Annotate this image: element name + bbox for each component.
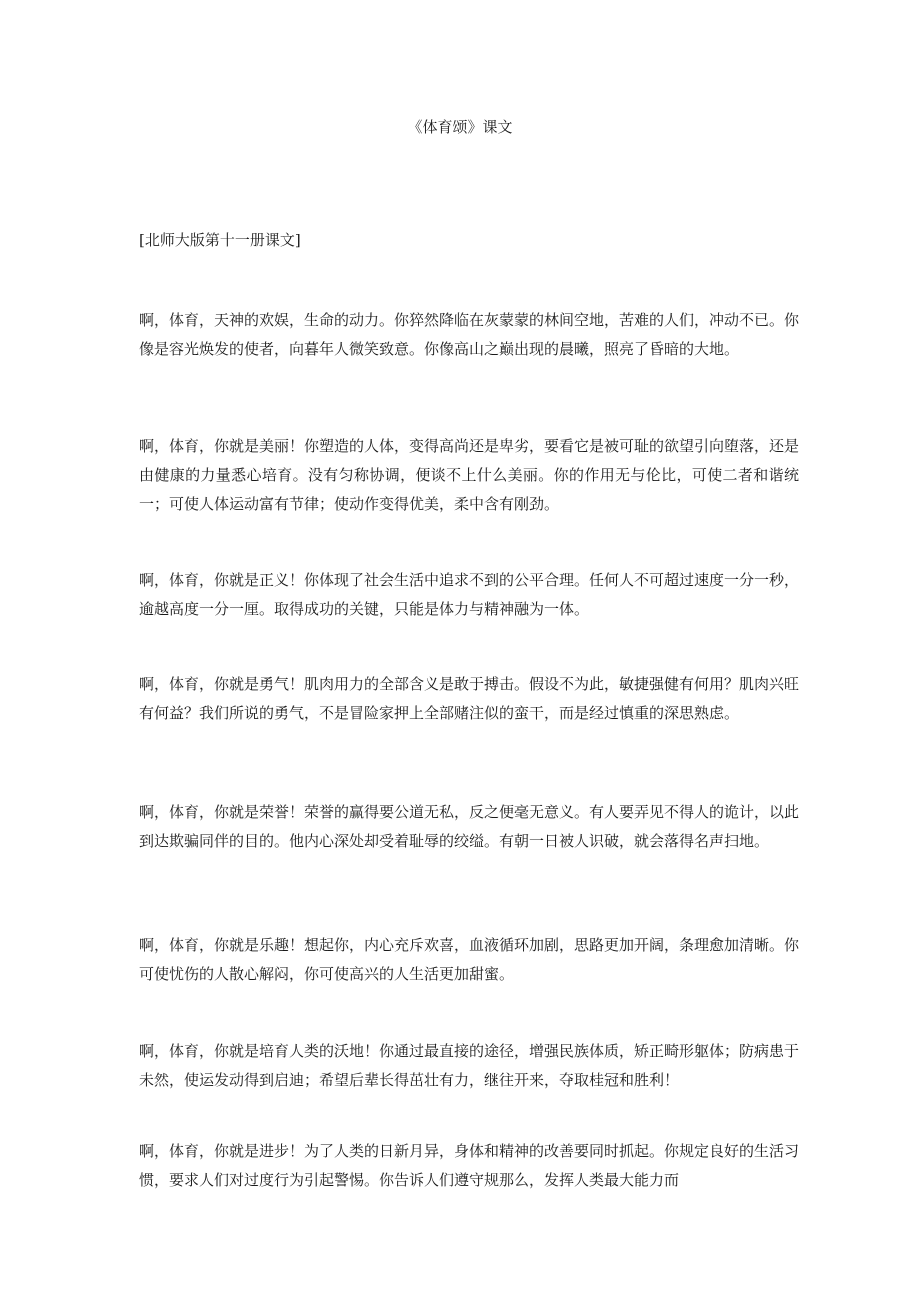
document-title: 《体育颂》课文 — [407, 118, 513, 136]
paragraph-4: 啊，体育，你就是勇气！肌肉用力的全部含义是敢于搏击。假设不为此，敏捷强健有何用？肌肉兴旺有何益？我们所说的勇气，不是冒险家押上全部赌注似的蛮干，而是经过慎重的深思熟虑。 — [139, 675, 800, 722]
document-subtitle: [北师大版第十一册课文] — [139, 231, 301, 249]
paragraph-1: 啊，体育，天神的欢娱，生命的动力。你猝然降临在灰蒙蒙的林间空地，苦难的人们，冲动不已。你像是容光焕发的使者，向暮年人微笑致意。你像高山之巅出现的晨曦，照亮了昏暗的大地。 — [139, 311, 800, 358]
paragraph-2: 啊，体育，你就是美丽！你塑造的人体，变得高尚还是卑劣，要看它是被可耻的欲望引向堕落，还是由健康的力量悉心培育。没有匀称协调，便谈不上什么美丽。你的作用无与伦比，可使二者和谐统一；可使人体运动富有节律；使动作变得优美，柔中含有刚劲。 — [139, 437, 800, 513]
paragraph-7: 啊，体育，你就是培育人类的沃地！你通过最直接的途径，增强民族体质，矫正畸形躯体；防病患于未然，使运发动得到启迪；希望后辈长得茁壮有力，继往开来，夺取桂冠和胜利！ — [139, 1042, 800, 1089]
paragraph-6: 啊，体育，你就是乐趣！想起你，内心充斥欢喜，血液循环加剧，思路更加开阔，条理愈加清晰。你可使忧伤的人散心解闷，你可使高兴的人生活更加甜蜜。 — [139, 936, 800, 983]
paragraph-5: 啊，体育，你就是荣誉！荣誉的赢得要公道无私，反之便毫无意义。有人要弄见不得人的诡计，以此到达欺骗同伴的目的。他内心深处却受着耻辱的绞缢。有朝一日被人识破，就会落得名声扫地。 — [139, 803, 800, 850]
paragraph-3: 啊，体育，你就是正义！你体现了社会生活中追求不到的公平合理。任何人不可超过速度一分一秒，逾越高度一分一厘。取得成功的关键，只能是体力与精神融为一体。 — [139, 571, 800, 618]
paragraph-8: 啊，体育，你就是进步！为了人类的日新月异，身体和精神的改善要同时抓起。你规定良好的生活习惯，要求人们对过度行为引起警惕。你告诉人们遵守规那么，发挥人类最大能力而 — [139, 1142, 800, 1189]
